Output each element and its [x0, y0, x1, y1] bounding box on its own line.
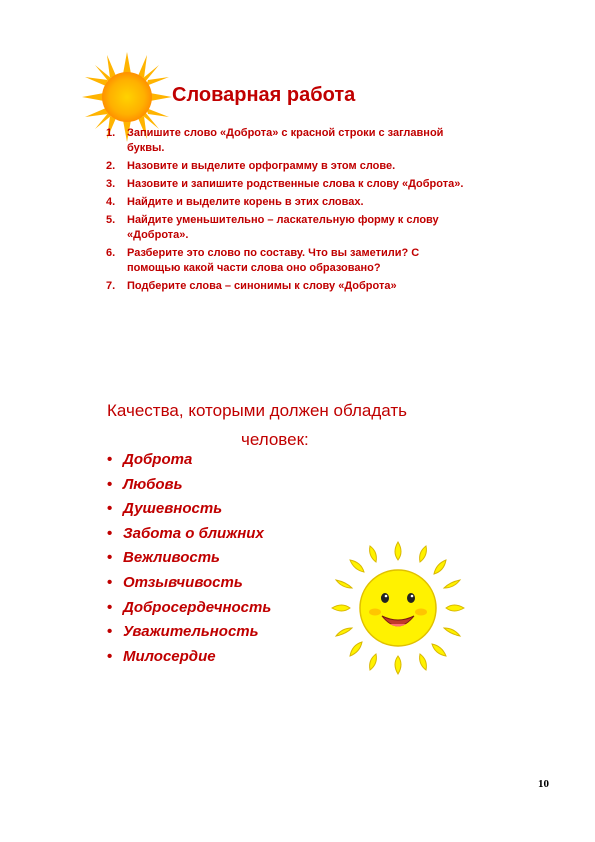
- quality-item: [107, 645, 271, 670]
- task-number: 3.: [106, 178, 116, 190]
- bullet-icon: •: [107, 623, 113, 641]
- quality-text: Уважительность: [123, 623, 259, 641]
- quality-item: [107, 448, 271, 473]
- qualities-list: [107, 448, 271, 669]
- quality-text: Отзывчивость: [123, 573, 243, 591]
- task-text: Найдите уменьшительно – ласкательную форму к слову «Доброта».: [127, 214, 439, 241]
- task-item: [106, 279, 466, 294]
- task-number: 2.: [106, 160, 116, 172]
- bullet-icon: •: [107, 549, 113, 567]
- task-item: [106, 213, 466, 243]
- task-number: 5.: [106, 214, 116, 226]
- bullet-icon: •: [107, 524, 113, 542]
- quality-item: [107, 571, 271, 596]
- task-item: [106, 195, 466, 210]
- task-text: Назовите и запишите родственные слова к слову «Доброта».: [127, 178, 464, 190]
- task-text: Разберите это слово по составу. Что вы заметили? С помощью какой части слова оно образовано?: [127, 247, 420, 274]
- quality-text: Милосердие: [123, 647, 216, 665]
- qualities-heading-line2: человек:: [241, 430, 309, 449]
- quality-item: [107, 596, 271, 621]
- bullet-icon: •: [107, 647, 113, 665]
- task-number: 4.: [106, 196, 116, 208]
- quality-text: Забота о ближних: [123, 524, 264, 542]
- task-text: Запишите слово «Доброта» с красной строки с заглавной буквы.: [127, 127, 444, 154]
- quality-item: [107, 497, 271, 522]
- bullet-icon: •: [107, 475, 113, 493]
- task-text: Подберите слова – синонимы к слову «Доброта»: [127, 280, 397, 292]
- smiling-sun-icon: [328, 538, 468, 678]
- page-title: Словарная работа: [172, 84, 356, 106]
- bullet-icon: •: [107, 500, 113, 518]
- quality-item: [107, 522, 271, 547]
- quality-text: Добросердечность: [123, 598, 272, 616]
- quality-text: Доброта: [123, 451, 193, 468]
- task-text: Назовите и выделите орфограмму в этом слове.: [127, 160, 396, 172]
- quality-text: Вежливость: [123, 549, 220, 567]
- qualities-heading-line1: Качества, которыми должен обладать: [107, 401, 407, 420]
- quality-item: [107, 473, 271, 498]
- task-number: 6.: [106, 247, 116, 259]
- quality-text: Душевность: [123, 500, 223, 518]
- task-number: 7.: [106, 280, 116, 292]
- quality-item: [107, 620, 271, 645]
- task-list: [106, 126, 466, 297]
- task-item: [106, 126, 466, 156]
- page-number: 10: [538, 778, 549, 790]
- task-text: Найдите и выделите корень в этих словах.: [127, 196, 364, 208]
- bullet-icon: •: [107, 598, 113, 616]
- task-item: [106, 246, 466, 276]
- quality-item: [107, 546, 271, 571]
- bullet-icon: •: [107, 451, 113, 468]
- task-number: 1.: [106, 127, 116, 139]
- task-item: [106, 177, 466, 192]
- bullet-icon: •: [107, 573, 113, 591]
- quality-text: Любовь: [123, 475, 183, 493]
- task-item: [106, 159, 466, 174]
